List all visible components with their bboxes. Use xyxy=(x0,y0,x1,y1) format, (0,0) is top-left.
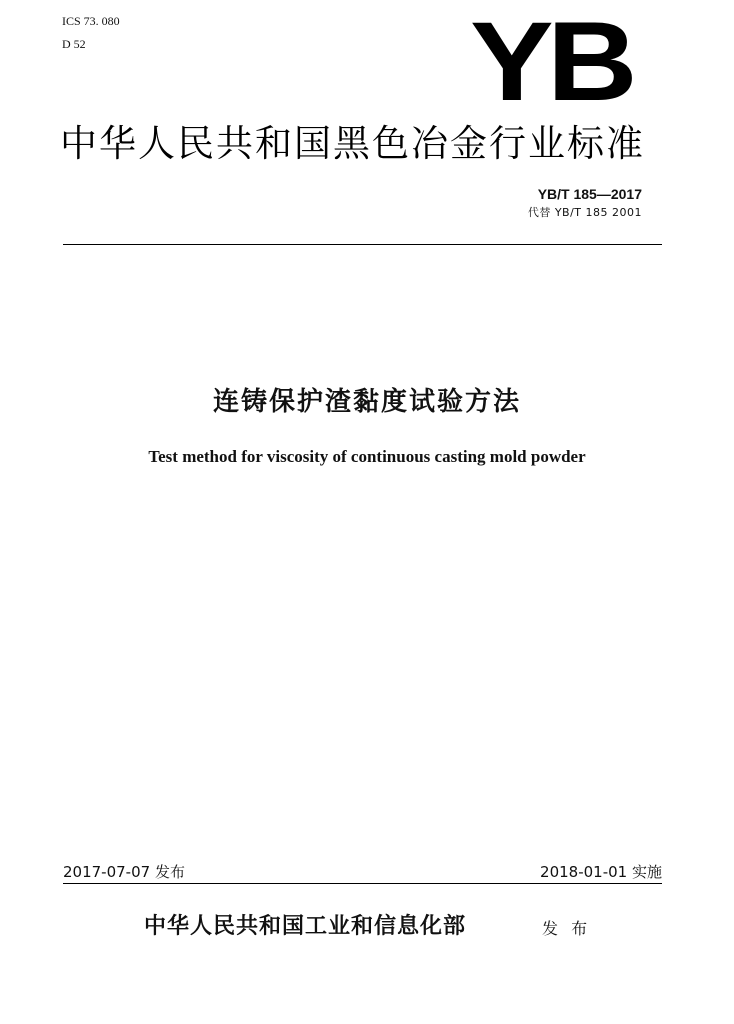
replaces-standard: 代替 YB/T 185 2001 xyxy=(527,206,642,219)
publish-label: 发 布 xyxy=(542,919,592,938)
header-divider xyxy=(63,244,662,245)
footer-divider xyxy=(63,883,662,884)
standard-number: YB/T 185—2017 xyxy=(537,186,642,202)
ccs-code: D 52 xyxy=(62,37,86,51)
implementation-date: 2018-01-01 实施 xyxy=(540,863,662,881)
ics-code: ICS 73. 080 xyxy=(62,14,120,28)
standard-category-title: 中华人民共和国黑色冶金行业标准 xyxy=(60,122,645,165)
yb-logo: YB xyxy=(470,0,631,124)
document-title-english: Test method for viscosity of continuous casting mold powder xyxy=(148,447,586,466)
document-title-chinese: 连铸保护渣黏度试验方法 xyxy=(212,387,521,417)
issuing-authority: 中华人民共和国工业和信息化部 xyxy=(144,914,467,939)
issue-date: 2017-07-07 发布 xyxy=(63,863,185,881)
